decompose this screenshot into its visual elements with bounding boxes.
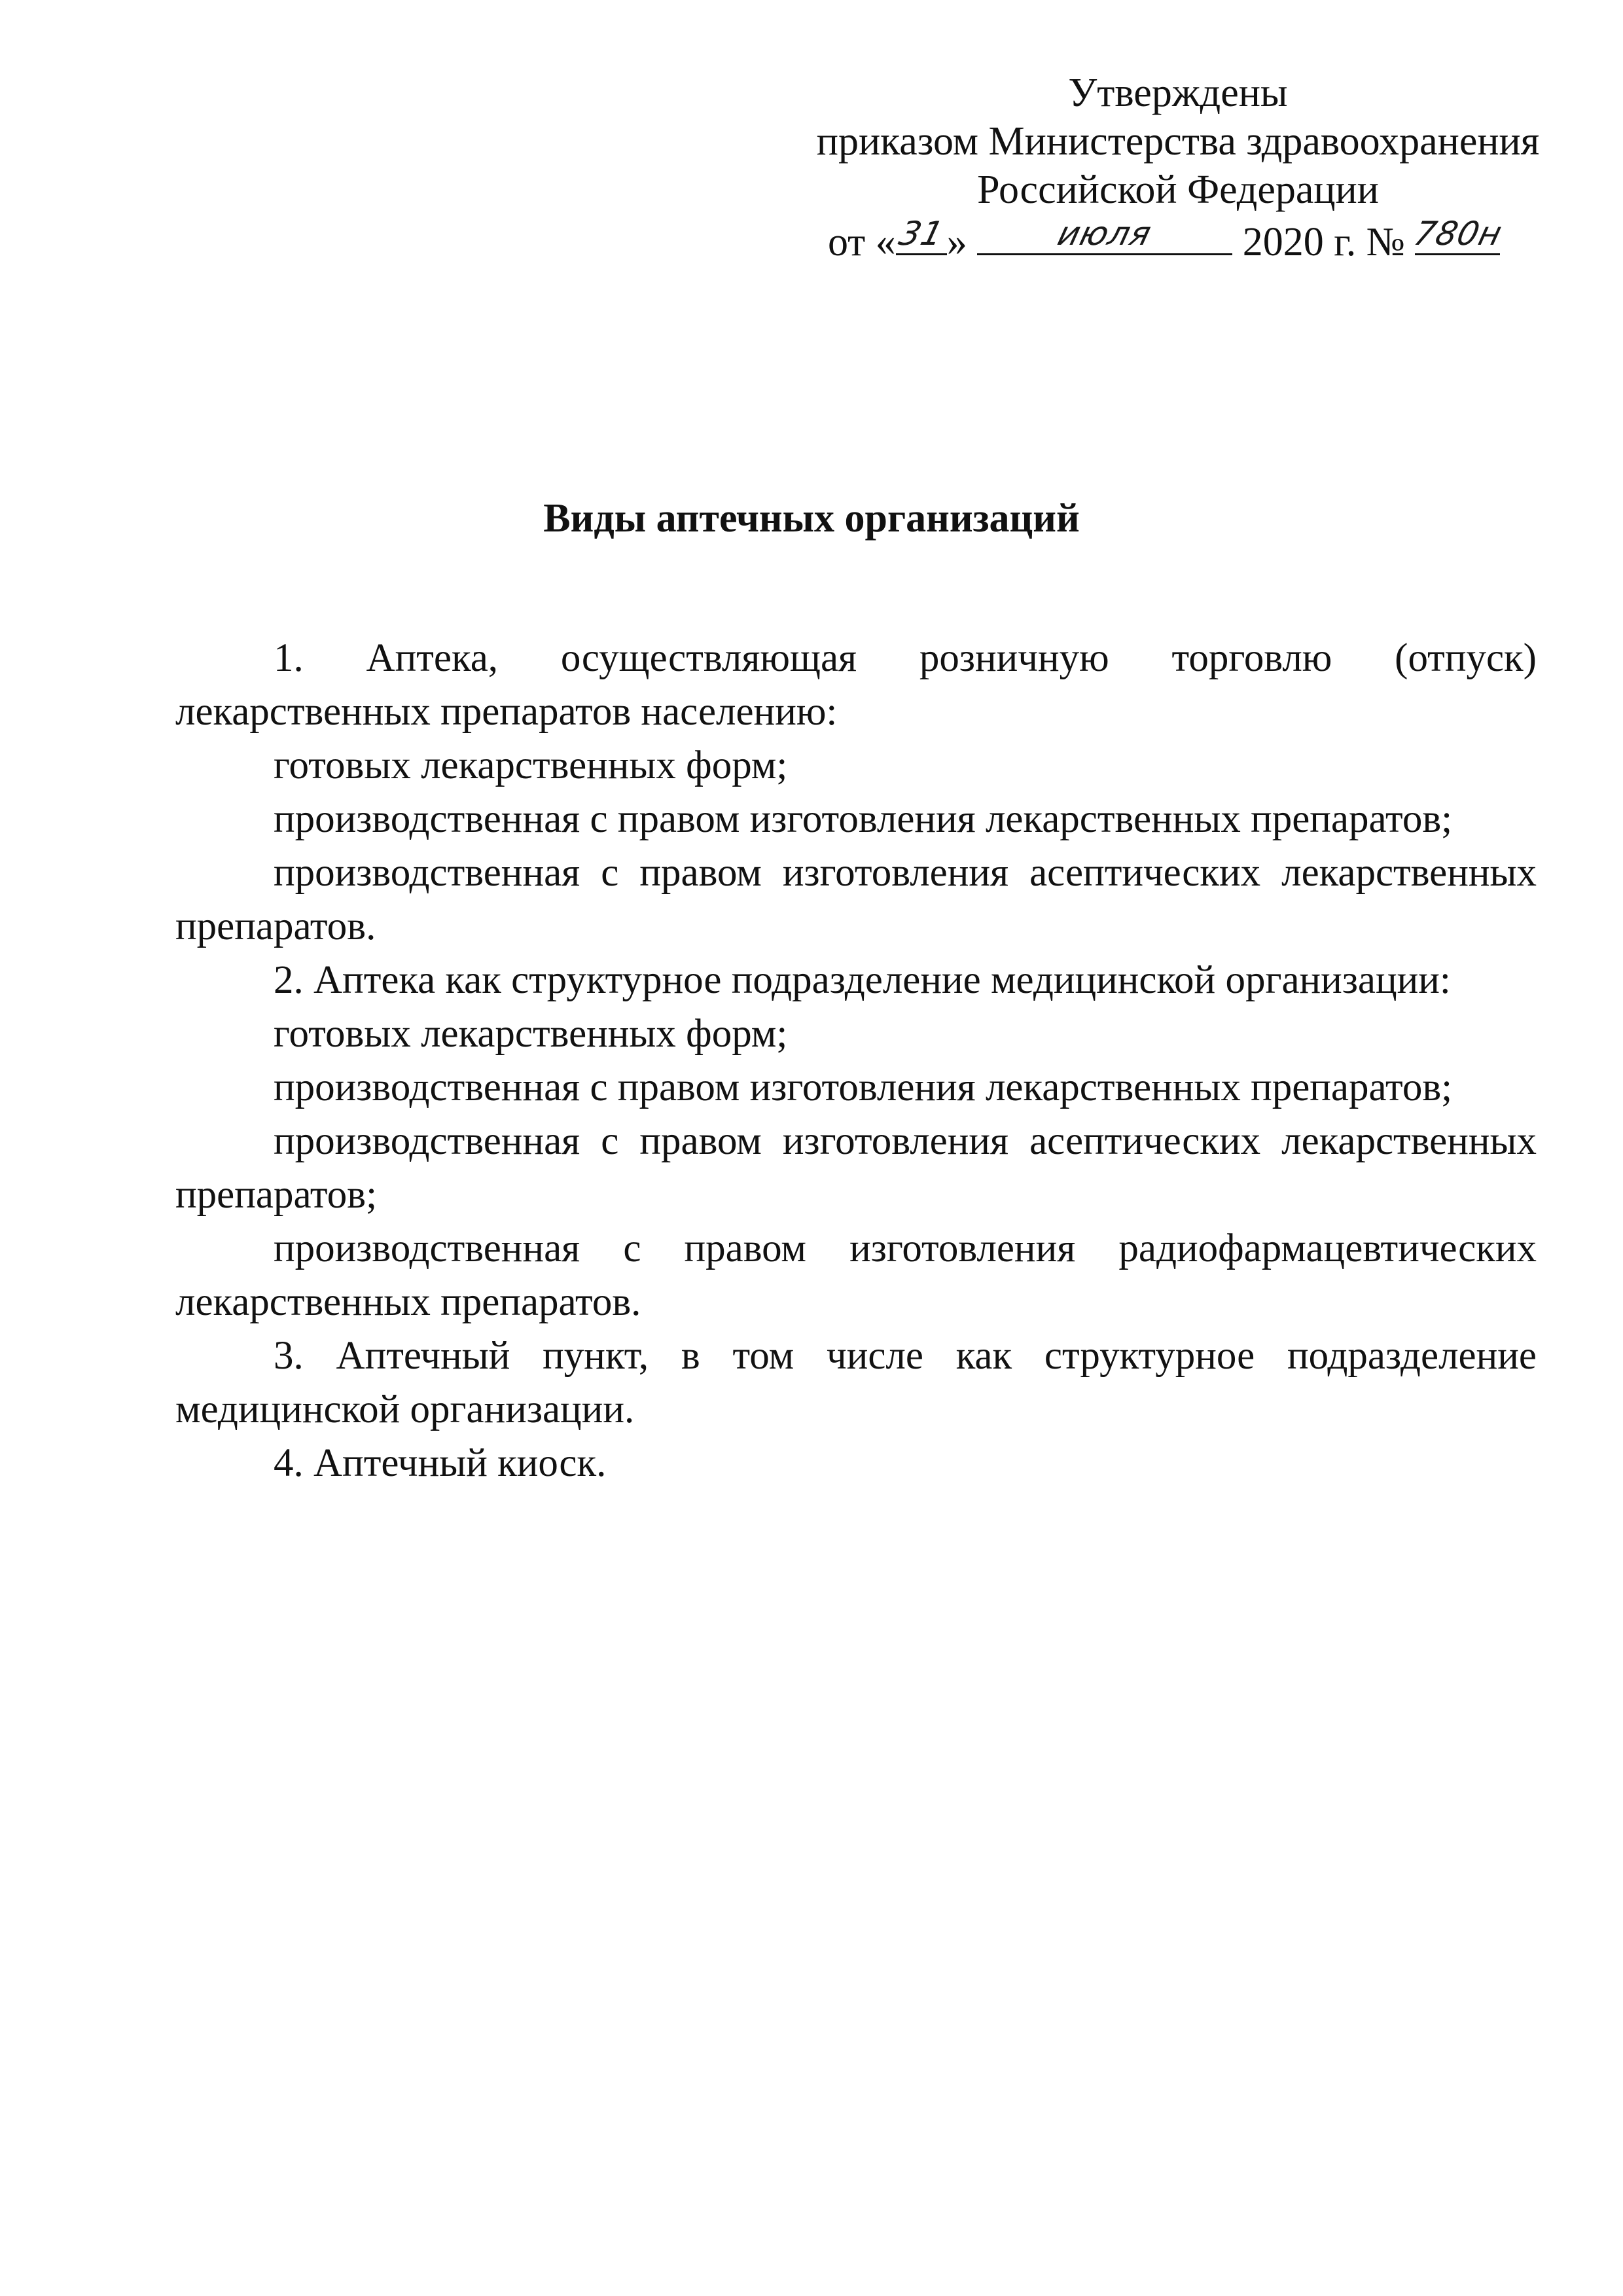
year-and-number-label: 2020 г. № bbox=[1242, 220, 1405, 264]
handwritten-number: 780н bbox=[1410, 215, 1507, 253]
approval-federation-line: Российской Федерации bbox=[977, 168, 1379, 212]
month-blank bbox=[977, 214, 1232, 255]
handwritten-month: июля bbox=[1054, 215, 1156, 253]
date-prefix: от « bbox=[828, 220, 896, 264]
document-title: Виды аптечных организаций bbox=[543, 496, 1080, 541]
approval-heading: Утверждены bbox=[1068, 71, 1288, 115]
paragraph: готовых лекарственных форм; bbox=[274, 1012, 788, 1056]
paragraph: производственная с правом изготовления лекарственных препаратов; bbox=[274, 1066, 1453, 1109]
date-day-suffix: » bbox=[946, 220, 967, 264]
approval-date-line bbox=[812, 214, 1544, 266]
paragraph: производственная с правом изготовления асептических лекарственных препаратов. bbox=[175, 851, 1537, 948]
number-blank bbox=[1410, 214, 1507, 255]
paragraph: производственная с правом изготовления лекарственных препаратов; bbox=[274, 797, 1453, 841]
approval-block bbox=[812, 69, 1544, 266]
handwritten-day: 31 bbox=[895, 215, 948, 253]
paragraph: 3. Аптечный пункт, в том числе как структурное подразделение медицинской организации. bbox=[175, 1334, 1537, 1431]
paragraph: производственная с правом изготовления асептических лекарственных препаратов; bbox=[175, 1119, 1537, 1217]
paragraph: готовых лекарственных форм; bbox=[274, 744, 788, 787]
approval-order-line: приказом Министерства здравоохранения bbox=[816, 119, 1540, 164]
paragraph: 2. Аптека как структурное подразделение медицинской организации: bbox=[274, 958, 1451, 1002]
document-body bbox=[175, 632, 1537, 1490]
paragraph: производственная с правом изготовления радиофармацевтических лекарственных препаратов. bbox=[175, 1227, 1537, 1324]
paragraph: 4. Аптечный киоск. bbox=[274, 1441, 607, 1485]
day-blank bbox=[896, 214, 947, 255]
paragraph: 1. Аптека, осуществляющая розничную торговлю (отпуск) лекарственных препаратов населению: bbox=[175, 636, 1537, 734]
